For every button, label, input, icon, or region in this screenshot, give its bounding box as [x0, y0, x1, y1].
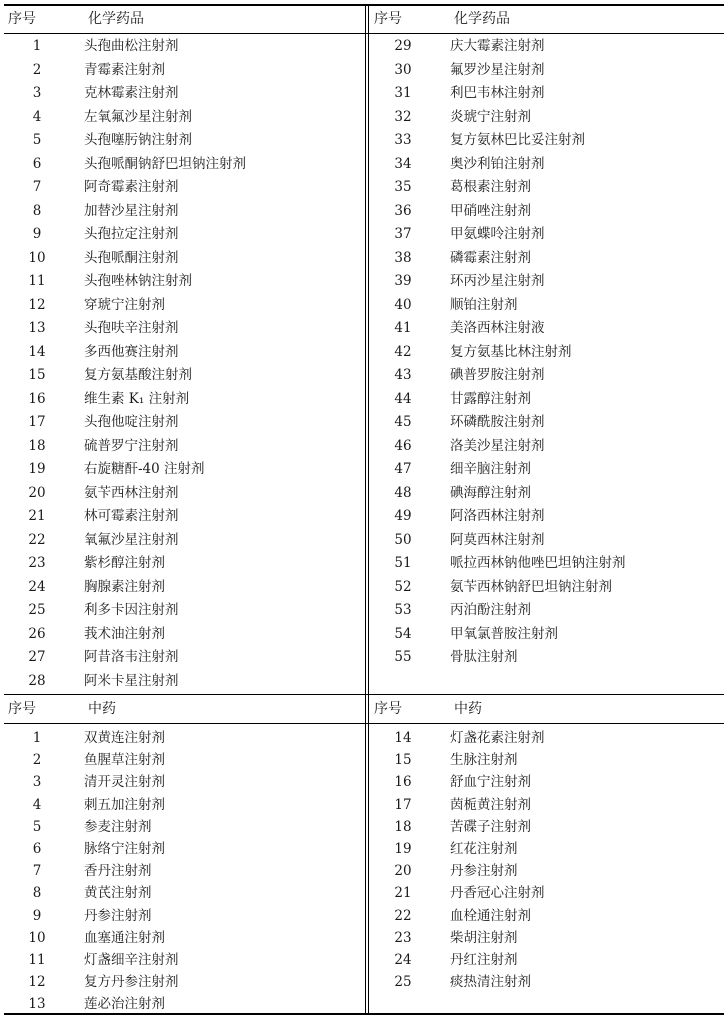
row-number: 8	[32, 885, 42, 902]
table-row	[4, 623, 364, 647]
row-number: 42	[394, 343, 412, 360]
table-row	[4, 317, 364, 341]
drug-name: 刺五加注射剂	[84, 796, 165, 813]
table-row	[4, 35, 364, 59]
table-row	[370, 458, 724, 482]
table-row	[370, 727, 724, 749]
drug-name: 环磷酰胺注射剂	[450, 414, 545, 430]
table-row	[4, 59, 364, 83]
drug-name: 头孢拉定注射剂	[84, 226, 179, 242]
row-number: 24	[394, 951, 412, 968]
table-row	[370, 949, 724, 971]
table-row	[4, 458, 364, 482]
drug-name: 庆大霉素注射剂	[450, 38, 545, 54]
drug-name: 痰热清注射剂	[450, 974, 531, 991]
row-number: 33	[394, 132, 412, 148]
chemical-header-left	[4, 5, 364, 33]
drug-name: 胸腺素注射剂	[84, 578, 165, 595]
row-number: 14	[394, 730, 412, 746]
row-number: 7	[32, 863, 42, 880]
row-number: 4	[32, 796, 42, 813]
drug-name: 头孢哌酮注射剂	[84, 249, 179, 266]
drug-name: 莪术油注射剂	[84, 625, 165, 642]
drug-name: 灯盏细辛注射剂	[84, 951, 179, 968]
table-row	[4, 749, 364, 771]
table-row	[4, 247, 364, 271]
row-number: 28	[28, 672, 46, 689]
tcm-list-left	[4, 727, 364, 1015]
drug-name: 阿奇霉素注射剂	[84, 179, 179, 195]
row-number: 46	[394, 437, 412, 454]
drug-name: 黄芪注射剂	[84, 885, 152, 902]
drug-name: 头孢呋辛注射剂	[84, 320, 179, 336]
row-number: 21	[394, 885, 412, 902]
row-number: 22	[28, 531, 46, 548]
header-no: 序号	[374, 701, 402, 717]
table-row	[4, 816, 364, 838]
row-number: 52	[394, 578, 412, 595]
table-row	[370, 223, 724, 247]
drug-name: 清开灵注射剂	[84, 774, 165, 791]
table-row	[4, 905, 364, 927]
row-number: 32	[394, 108, 412, 125]
row-number: 31	[394, 85, 412, 101]
table-row	[370, 247, 724, 271]
chemical-list-right	[370, 35, 724, 670]
row-number: 17	[28, 414, 46, 430]
table-row	[370, 388, 724, 412]
row-number: 7	[32, 179, 42, 195]
drug-name: 丹香冠心注射剂	[450, 885, 545, 902]
drug-name: 维生素 K₁ 注射剂	[84, 390, 190, 407]
table-row	[4, 771, 364, 793]
row-number: 11	[28, 273, 46, 289]
table-row	[370, 341, 724, 365]
table-row	[4, 435, 364, 459]
drug-name: 复方丹参注射剂	[84, 974, 179, 991]
drug-name: 苦碟子注射剂	[450, 818, 531, 835]
drug-name: 紫杉醇注射剂	[84, 555, 165, 571]
table-row	[370, 749, 724, 771]
row-number: 36	[394, 202, 412, 219]
table-row	[370, 838, 724, 860]
drug-name: 美洛西林注射液	[450, 320, 545, 336]
table-row	[370, 529, 724, 553]
row-number: 47	[394, 461, 412, 477]
drug-name: 穿琥宁注射剂	[84, 296, 165, 313]
drug-name: 洛美沙星注射剂	[450, 437, 545, 454]
drug-name: 利巴韦林注射剂	[450, 85, 545, 101]
table-row	[4, 153, 364, 177]
row-number: 14	[28, 343, 46, 360]
drug-name: 头孢唑林钠注射剂	[84, 273, 192, 289]
row-number: 41	[394, 320, 412, 336]
drug-name: 碘普罗胺注射剂	[450, 367, 545, 383]
drug-name: 鱼腥草注射剂	[84, 752, 165, 769]
table-row	[4, 838, 364, 860]
row-number: 35	[394, 179, 412, 195]
row-number: 15	[28, 367, 46, 383]
row-number: 15	[394, 752, 412, 769]
row-number: 22	[394, 907, 412, 924]
row-number: 17	[394, 796, 412, 813]
table-row	[370, 35, 724, 59]
header-no: 序号	[8, 701, 36, 717]
row-number: 55	[394, 649, 412, 665]
header-tcm: 中药	[454, 701, 482, 717]
drug-name: 葛根素注射剂	[450, 179, 531, 195]
drug-name: 左氧氟沙星注射剂	[84, 108, 192, 125]
table-row	[370, 200, 724, 224]
row-number: 6	[32, 840, 42, 857]
tcm-column-divider	[365, 695, 369, 1014]
table-row	[370, 435, 724, 459]
table-row	[370, 599, 724, 623]
table-row	[370, 860, 724, 882]
drug-name: 氨苄西林注射剂	[84, 484, 179, 501]
table-row	[4, 860, 364, 882]
header-no: 序号	[8, 11, 36, 27]
table-row	[370, 270, 724, 294]
table-row	[4, 129, 364, 153]
table-row	[370, 59, 724, 83]
table-row	[370, 505, 724, 529]
table-row	[4, 576, 364, 600]
table-row	[4, 388, 364, 412]
row-number: 19	[394, 840, 412, 857]
drug-name: 丙泊酚注射剂	[450, 602, 531, 618]
tcm-list-right	[370, 727, 724, 993]
drug-name: 顺铂注射剂	[450, 296, 518, 313]
table-row	[370, 411, 724, 435]
table-row	[370, 794, 724, 816]
drug-name: 脉络宁注射剂	[84, 840, 165, 857]
row-number: 38	[394, 249, 412, 266]
table-row	[370, 294, 724, 318]
row-number: 5	[32, 132, 42, 148]
table-row	[4, 482, 364, 506]
drug-name: 炎琥宁注射剂	[450, 108, 531, 125]
drug-name: 丹参注射剂	[84, 907, 152, 924]
table-row	[370, 882, 724, 904]
row-number: 21	[28, 508, 46, 524]
table-row	[4, 341, 364, 365]
table-row	[4, 270, 364, 294]
drug-name: 氟罗沙星注射剂	[450, 61, 545, 78]
row-number: 25	[394, 974, 412, 991]
row-number: 53	[394, 602, 412, 618]
drug-name: 磷霉素注射剂	[450, 249, 531, 266]
row-number: 45	[394, 414, 412, 430]
table-row	[4, 727, 364, 749]
table-row	[370, 905, 724, 927]
row-number: 13	[28, 996, 46, 1013]
row-number: 25	[28, 602, 46, 618]
row-number: 11	[28, 951, 46, 968]
chemical-header-right	[370, 5, 724, 33]
table-row	[4, 176, 364, 200]
row-number: 29	[394, 38, 412, 54]
drug-name: 头孢噻肟钠注射剂	[84, 132, 192, 148]
row-number: 3	[32, 774, 42, 791]
drug-name: 细辛脑注射剂	[450, 461, 531, 477]
drug-name: 复方氨基比林注射剂	[450, 343, 572, 360]
drug-name: 阿洛西林注射剂	[450, 508, 545, 524]
row-number: 20	[394, 863, 412, 880]
row-number: 12	[28, 296, 46, 313]
table-row	[370, 176, 724, 200]
drug-name: 莲必治注射剂	[84, 996, 165, 1013]
row-number: 50	[394, 531, 412, 548]
drug-name: 碘海醇注射剂	[450, 484, 531, 501]
row-number: 12	[28, 974, 46, 991]
header-no: 序号	[374, 11, 402, 27]
drug-name: 环丙沙星注射剂	[450, 273, 545, 289]
drug-name: 硫普罗宁注射剂	[84, 437, 179, 454]
drug-name: 灯盏花素注射剂	[450, 730, 545, 746]
drug-name: 阿米卡星注射剂	[84, 672, 179, 689]
table-row	[370, 153, 724, 177]
drug-name: 血塞通注射剂	[84, 929, 165, 946]
drug-name: 舒血宁注射剂	[450, 774, 531, 791]
table-row	[4, 949, 364, 971]
row-number: 26	[28, 625, 46, 642]
table-row	[4, 971, 364, 993]
row-number: 40	[394, 296, 412, 313]
drug-name: 甲氨蝶呤注射剂	[450, 226, 545, 242]
drug-name: 阿莫西林注射剂	[450, 531, 545, 548]
table-row	[4, 882, 364, 904]
drug-name: 右旋糖酐-40 注射剂	[84, 461, 205, 477]
drug-name: 双黄连注射剂	[84, 730, 165, 746]
row-number: 10	[28, 929, 46, 946]
table-row	[370, 552, 724, 576]
table-row	[4, 529, 364, 553]
row-number: 18	[28, 437, 46, 454]
table-row	[4, 294, 364, 318]
drug-name: 头孢他啶注射剂	[84, 414, 179, 430]
drug-name: 奥沙利铂注射剂	[450, 155, 545, 172]
row-number: 4	[32, 108, 42, 125]
row-number: 3	[32, 85, 42, 101]
table-row	[370, 364, 724, 388]
table-row	[370, 82, 724, 106]
table-row	[4, 505, 364, 529]
row-number: 23	[28, 555, 46, 571]
chemical-list-left	[4, 35, 364, 693]
table-row	[4, 82, 364, 106]
drug-name: 多西他赛注射剂	[84, 343, 179, 360]
drug-name: 甲硝唑注射剂	[450, 202, 531, 219]
drug-name: 加替沙星注射剂	[84, 202, 179, 219]
drug-name: 氨苄西林钠舒巴坦钠注射剂	[450, 578, 612, 595]
table-row	[4, 106, 364, 130]
table-row	[370, 771, 724, 793]
row-number: 27	[28, 649, 46, 665]
table-row	[4, 552, 364, 576]
row-number: 43	[394, 367, 412, 383]
tcm-header-right	[370, 695, 724, 723]
row-number: 10	[28, 249, 46, 266]
row-number: 9	[32, 226, 42, 242]
row-number: 51	[394, 555, 412, 571]
tcm-header-left	[4, 695, 364, 723]
drug-name: 生脉注射剂	[450, 752, 518, 769]
row-number: 20	[28, 484, 46, 501]
table-row	[370, 317, 724, 341]
row-number: 24	[28, 578, 46, 595]
row-number: 19	[28, 461, 46, 477]
row-number: 2	[32, 61, 42, 78]
drug-name: 柴胡注射剂	[450, 929, 518, 946]
drug-name: 利多卡因注射剂	[84, 602, 179, 618]
table-row	[370, 106, 724, 130]
row-number: 13	[28, 320, 46, 336]
table-row	[4, 599, 364, 623]
row-number: 39	[394, 273, 412, 289]
row-number: 48	[394, 484, 412, 501]
drug-name: 哌拉西林钠他唑巴坦钠注射剂	[450, 555, 626, 571]
row-number: 54	[394, 625, 412, 642]
table-row	[4, 993, 364, 1015]
table-row	[370, 623, 724, 647]
row-number: 2	[32, 752, 42, 769]
drug-name: 青霉素注射剂	[84, 61, 165, 78]
row-number: 34	[394, 155, 412, 172]
drug-name: 林可霉素注射剂	[84, 508, 179, 524]
table-row	[4, 927, 364, 949]
table-row	[370, 482, 724, 506]
table-row	[370, 646, 724, 670]
table-row	[4, 670, 364, 694]
header-chemical: 化学药品	[454, 11, 510, 27]
drug-name: 骨肽注射剂	[450, 649, 518, 665]
drug-name: 甘露醇注射剂	[450, 390, 531, 407]
drug-name: 甲氧氯普胺注射剂	[450, 625, 558, 642]
row-number: 6	[32, 155, 42, 172]
table-row	[370, 816, 724, 838]
row-number: 37	[394, 226, 412, 242]
drug-name: 复方氨基酸注射剂	[84, 367, 192, 383]
table-row	[370, 927, 724, 949]
header-tcm: 中药	[88, 701, 116, 717]
table-row	[4, 794, 364, 816]
drug-name: 阿昔洛韦注射剂	[84, 649, 179, 665]
table-row	[370, 576, 724, 600]
table-row	[370, 971, 724, 993]
tcm-header-rule	[4, 723, 724, 724]
row-number: 30	[394, 61, 412, 78]
chemical-header-rule	[4, 33, 724, 34]
drug-name: 复方氨林巴比妥注射剂	[450, 132, 585, 148]
drug-name: 血栓通注射剂	[450, 907, 531, 924]
drug-name: 丹红注射剂	[450, 951, 518, 968]
table-row	[370, 129, 724, 153]
table-row	[4, 364, 364, 388]
row-number: 16	[28, 390, 46, 407]
drug-name: 丹参注射剂	[450, 863, 518, 880]
row-number: 16	[394, 774, 412, 791]
row-number: 49	[394, 508, 412, 524]
drug-name: 氧氟沙星注射剂	[84, 531, 179, 548]
row-number: 8	[32, 202, 42, 219]
row-number: 1	[32, 38, 42, 54]
table-row	[4, 411, 364, 435]
drug-name: 茵栀黄注射剂	[450, 796, 531, 813]
drug-name: 头孢曲松注射剂	[84, 38, 179, 54]
header-chemical: 化学药品	[88, 11, 144, 27]
row-number: 5	[32, 818, 42, 835]
chemical-column-divider	[365, 4, 369, 694]
drug-name: 香丹注射剂	[84, 863, 152, 880]
table-row	[4, 223, 364, 247]
row-number: 1	[32, 730, 42, 746]
row-number: 9	[32, 907, 42, 924]
row-number: 18	[394, 818, 412, 835]
row-number: 23	[394, 929, 412, 946]
drug-name: 头孢哌酮钠舒巴坦钠注射剂	[84, 155, 246, 172]
drug-name: 红花注射剂	[450, 840, 518, 857]
drug-name: 克林霉素注射剂	[84, 85, 179, 101]
table-row	[4, 200, 364, 224]
table-row	[4, 646, 364, 670]
row-number: 44	[394, 390, 412, 407]
drug-name: 参麦注射剂	[84, 818, 152, 835]
